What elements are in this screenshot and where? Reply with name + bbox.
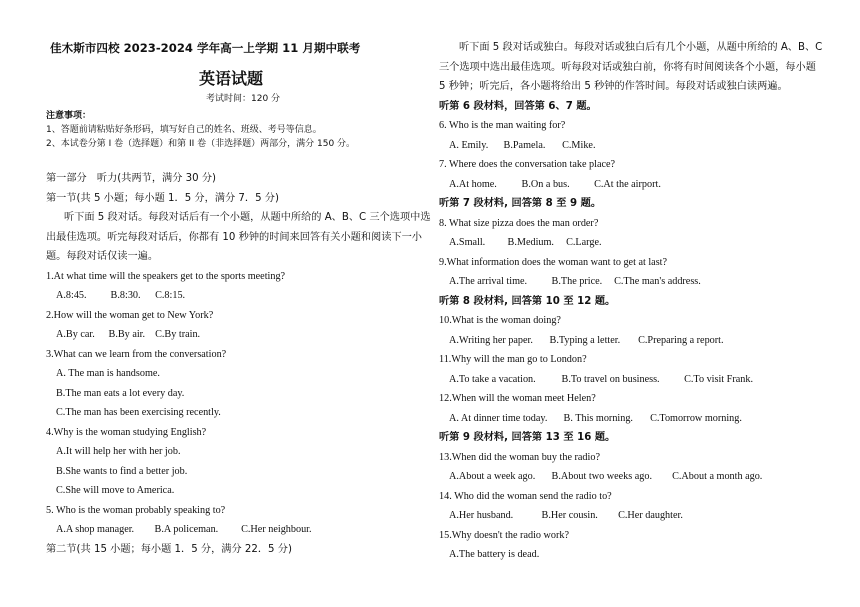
question-text: 1.At what time will the speakers get to the sports meeting? [46,271,286,282]
options-row [449,374,753,386]
options-row [449,237,602,249]
question-text: 5. Who is the woman probably speaking to? [46,505,226,516]
option[interactable]: A. At dinner time today. [449,413,548,424]
question-text: 7. Where does the conversation take place? [439,159,616,170]
option[interactable]: C.Preparing a report. [638,335,724,346]
option[interactable]: A.Her husband. [449,510,514,521]
option[interactable]: C.The man's address. [614,276,701,287]
option[interactable]: B.Pamela. [503,140,546,151]
section2-instruction: 5 秒钟；听完后，各小题将给出 5 秒钟的作答时间。每段对话或独白读两遍。 [439,81,788,92]
section1-instruction: 听下面 5 段对话。每段对话后有一个小题，从题中所给的 A、B、C 三个选项中选 [64,212,431,223]
option[interactable]: C.Tomorrow morning. [650,413,742,424]
option[interactable]: B.The man eats a lot every day. [56,388,185,399]
options-row [56,524,312,536]
options-row [449,276,701,288]
option[interactable]: A.At home. [449,179,497,190]
option[interactable]: A.It will help her with her job. [56,446,181,457]
option[interactable]: A.About a week ago. [449,471,536,482]
material-heading: 听第 7 段材料, 回答第 8 至 9 题。 [439,198,602,209]
question-text: 15.Why doesn't the radio work? [439,530,569,541]
option[interactable]: B.About two weeks ago. [551,471,652,482]
question-text: 11.Why will the man go to London? [439,354,587,365]
option[interactable]: C.The man has been exercising recently. [56,407,221,418]
option[interactable]: B.To travel on business. [561,374,660,385]
option[interactable]: A.Writing her paper. [449,335,533,346]
question-text: 8. What size pizza does the man order? [439,218,599,229]
options-row [449,471,762,483]
option[interactable]: B. This morning. [563,413,633,424]
question-text: 6. Who is the man waiting for? [439,120,566,131]
section1-heading: 第一节(共 5 小题；每小题 1．5 分，满分 7．5 分) [46,193,279,204]
option[interactable]: B.By air. [108,329,146,340]
options-row [449,179,661,191]
option[interactable]: B.On a bus. [521,179,570,190]
option[interactable]: A.To take a vacation. [449,374,536,385]
question-text: 14. Who did the woman send the radio to? [439,491,612,502]
note-item: 2、本试卷分第 I 卷（选择题）和第 II 卷（非选择题）两部分，满分 150 分。 [46,139,356,149]
options-row [56,290,185,302]
question-text: 13.When did the woman buy the radio? [439,452,600,463]
option[interactable]: A.8:45. [56,290,87,301]
option[interactable]: C.Mike. [562,140,596,151]
question-text: 2.How will the woman get to New York? [46,310,214,321]
option[interactable]: C.To visit Frank. [684,374,753,385]
option[interactable]: A.The battery is dead. [449,549,540,560]
option[interactable]: C.Large. [566,237,602,248]
option[interactable]: A. Emily. [449,140,489,151]
notes-heading: 注意事项： [46,111,92,121]
option[interactable]: B.She wants to find a better job. [56,466,188,477]
options-row [449,549,539,561]
option[interactable]: A.The arrival time. [449,276,528,287]
option[interactable]: B.Typing a letter. [549,335,621,346]
material-heading: 听第 9 段材料, 回答第 13 至 16 题。 [439,432,616,443]
section1-instruction: 出最佳选项。听完每段对话后，你都有 10 秒钟的时间来回答有关小题和阅读下一小 [46,232,422,243]
section1-instruction: 题。每段对话仅读一遍。 [46,251,159,262]
question-text: 3.What can we learn from the conversation? [46,349,227,360]
option[interactable]: B.Her cousin. [541,510,598,521]
question-text: 10.What is the woman doing? [439,315,561,326]
option[interactable]: A.Small. [449,237,486,248]
option[interactable]: B.A policeman. [154,524,219,535]
material-heading: 听第 8 段材料, 回答第 10 至 12 题。 [439,296,616,307]
section2-heading: 第二节(共 15 小题；每小题 1．5 分，满分 22．5 分) [46,544,292,555]
question-text: 4.Why is the woman studying English? [46,427,207,438]
option[interactable]: C.About a month ago. [672,471,763,482]
options-row [56,329,200,341]
part1-heading: 第一部分 听力(共两节，满分 30 分) [46,173,217,184]
option[interactable]: C.Her neighbour. [241,524,312,535]
options-row [449,413,742,425]
note-item: 1、答题前请粘贴好条形码，填写好自己的姓名、班级、考号等信息。 [46,125,322,135]
option[interactable]: B.The price. [551,276,603,287]
exam-title: 佳木斯市四校 2023-2024 学年高一上学期 11 月期中联考 [50,41,361,55]
option[interactable]: A.A shop manager. [56,524,135,535]
option[interactable]: C.She will move to America. [56,485,175,496]
option[interactable]: C.8:15. [155,290,186,301]
section2-instruction: 三个选项中选出最佳选项。听每段对话或独白前，你将有时间阅读各个小题，每小题 [439,62,816,73]
option[interactable]: B.Medium. [507,237,554,248]
option[interactable]: A. The man is handsome. [56,368,160,379]
section2-instruction: 听下面 5 段对话或独白。每段对话或独白后有几个小题，从题中所给的 A、B、C [459,42,823,53]
question-text: 12.When will the woman meet Helen? [439,393,596,404]
subject-title: 英语试题 [199,69,264,88]
option[interactable]: A.By car. [56,329,95,340]
options-row [449,510,683,522]
option[interactable]: C.Her daughter. [618,510,683,521]
option[interactable]: C.By train. [155,329,201,340]
option[interactable]: C.At the airport. [594,179,661,190]
exam-time: 考试时间：120 分 [206,94,281,104]
option[interactable]: B.8:30. [110,290,141,301]
question-text: 9.What information does the woman want to get at last? [439,257,668,268]
options-row [449,140,596,152]
material-heading: 听第 6 段材料，回答第 6、7 题。 [439,101,597,112]
options-row [449,335,724,347]
